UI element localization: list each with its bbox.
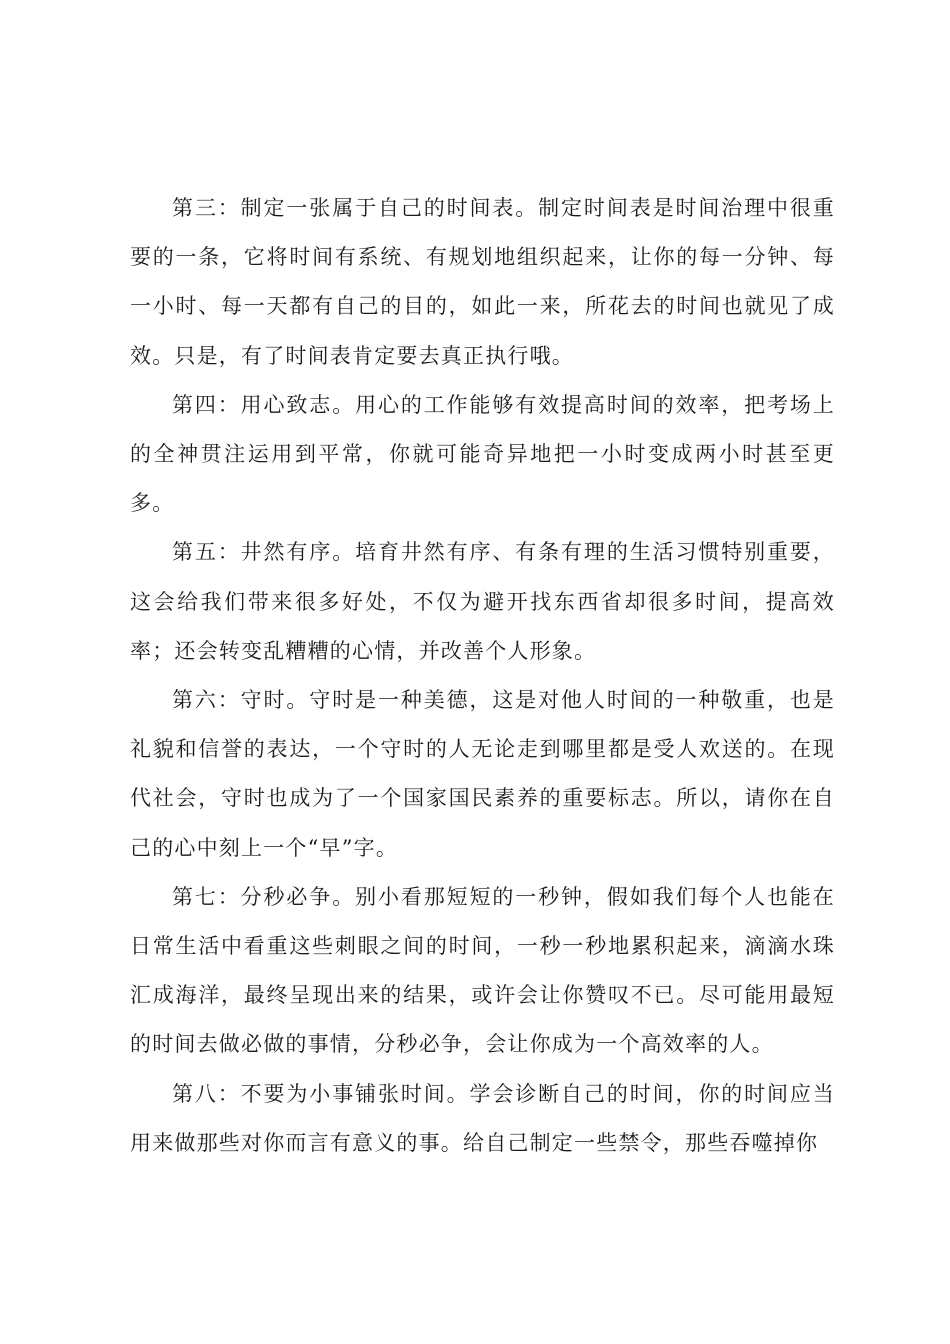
paragraph-sixth-punctuality: 第六：守时。守时是一种美德，这是对他人时间的一种敬重，也是礼貌和信誉的表达，一个守时的人无论走到哪里都是受人欢送的。在现代社会，守时也成为了一个国家国民素养的重要标志。所以，请你在自己的心中刻上一个“早”字。 <box>130 688 835 860</box>
paragraph-fourth-focus: 第四：用心致志。用心的工作能够有效提高时间的效率，把考场上的全神贯注运用到平常，你就可能奇异地把一小时变成两小时甚至更多。 <box>130 392 835 516</box>
paragraph-fifth-order: 第五：井然有序。培育井然有序、有条有理的生活习惯特别重要，这会给我们带来很多好处，不仅为避开找东西省却很多时间，提高效率；还会转变乱糟糟的心情，并改善个人形象。 <box>130 540 835 663</box>
document-body <box>130 184 835 1168</box>
paragraph-seventh-every-second: 第七：分秒必争。别小看那短短的一秒钟，假如我们每个人也能在日常生活中看重这些刺眼之间的时间，一秒一秒地累积起来，滴滴水珠汇成海洋，最终呈现出来的结果，或许会让你赞叹不已。尽可能用最短的时间去做必做的事情，分秒必争，会让你成为一个高效率的人。 <box>130 884 835 1057</box>
paragraph-eighth-small-matters: 第八：不要为小事铺张时间。学会诊断自己的时间，你的时间应当用来做那些对你而言有意义的事。给自己制定一些禁令，那些吞噬掉你 <box>130 1081 835 1155</box>
paragraph-third-timetable: 第三：制定一张属于自己的时间表。制定时间表是时间治理中很重要的一条，它将时间有系统、有规划地组织起来，让你的每一分钟、每一小时、每一天都有自己的目的，如此一来，所花去的时间也就见了成效。只是，有了时间表肯定要去真正执行哦。 <box>130 196 835 368</box>
